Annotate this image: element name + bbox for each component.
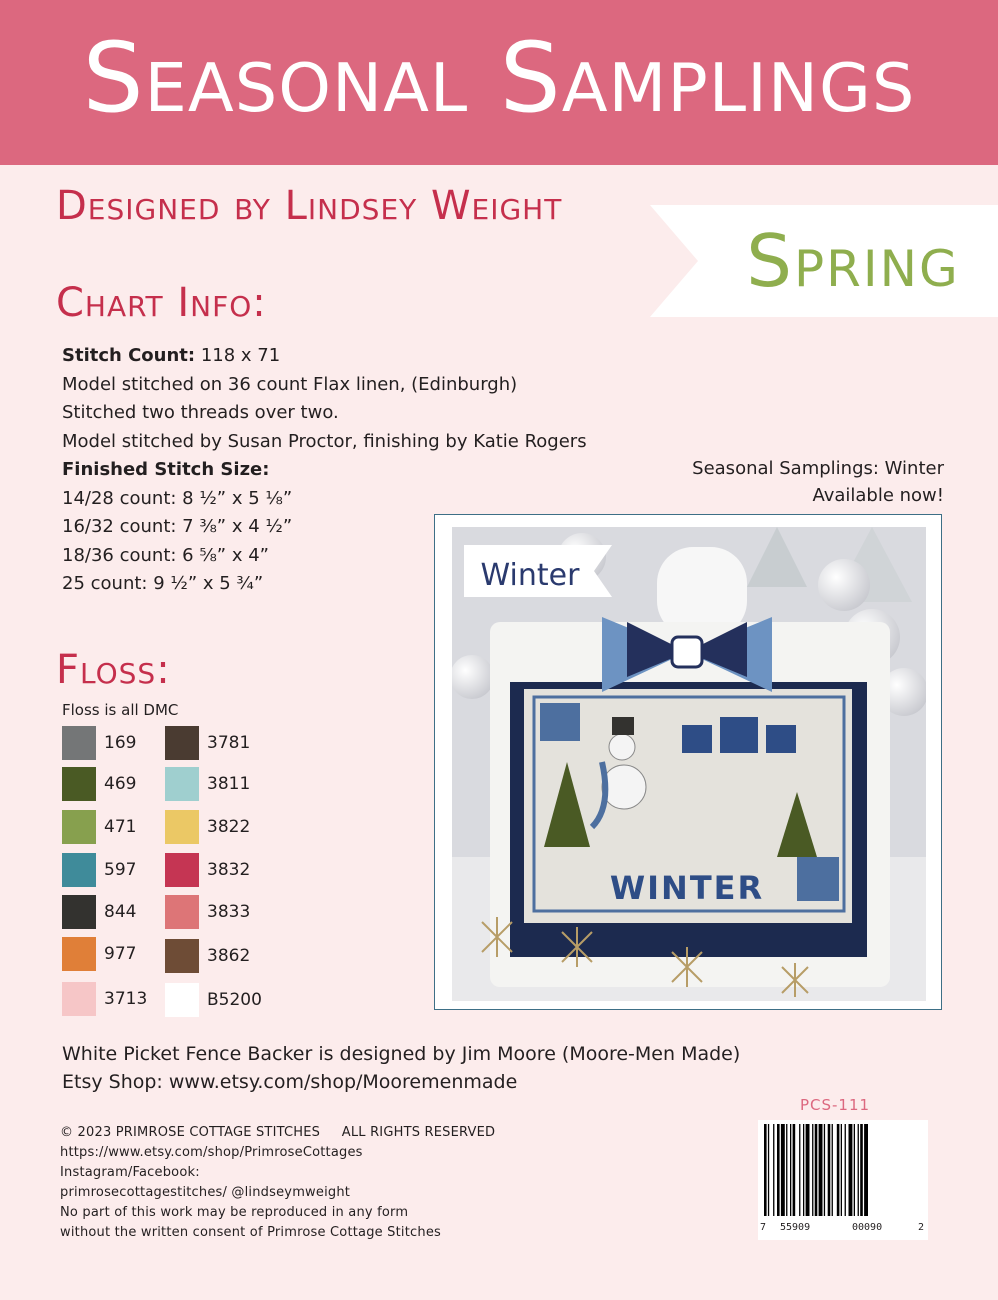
floss-swatch [165,983,199,1017]
barcode-bar [777,1124,780,1216]
social-label: Instagram/Facebook: [60,1165,200,1180]
promo-caption [640,455,944,509]
footer [60,1123,580,1243]
floss-item [62,810,136,844]
floss-code: 3811 [207,774,251,794]
winter-product-photo [452,527,926,1001]
size-line: 16/32 count: 7 ⅜” x 4 ½” [62,516,293,537]
barcode-bar [786,1124,787,1216]
floss-item [165,853,250,887]
floss-swatch [165,810,199,844]
floss-note: Floss is all DMC [62,701,179,719]
floss-code: 3862 [207,946,251,966]
barcode-digit: 2 [918,1222,925,1233]
floss-item [165,939,250,973]
season-flag [650,205,998,317]
floss-code: B5200 [207,990,262,1010]
barcode-bar [824,1124,825,1216]
stitch-count-line [62,342,662,371]
floss-swatch [62,982,96,1016]
barcode-bar [841,1124,842,1216]
stitch-count-label: Stitch Count: [62,345,196,366]
floss-swatch [62,726,96,760]
shop-link[interactable]: https://www.etsy.com/shop/PrimroseCottages [60,1145,363,1160]
floss-swatch [165,939,199,973]
floss-code: 169 [104,733,137,753]
floss-code: 977 [104,944,137,964]
barcode-digit: 7 [760,1222,767,1233]
barcode-bar [815,1124,818,1216]
floss-heading: Floss: [56,647,171,693]
photo-flag-label: Winter [480,558,580,593]
barcode-bar [864,1124,868,1216]
barcode-bar [828,1124,831,1216]
floss-code: 597 [104,860,137,880]
barcode-bar [764,1124,767,1216]
floss-swatch [62,895,96,929]
barcode-bar [799,1124,800,1216]
promo-caption-title: Seasonal Samplings: Winter [692,458,944,479]
floss-code: 3833 [207,902,251,922]
floss-item [62,937,136,971]
size-line: 14/28 count: 8 ½” x 5 ⅛” [62,487,293,509]
threads-line: Stitched two threads over two. [62,402,339,423]
floss-code: 844 [104,902,137,922]
backer-designer-line: White Picket Fence Backer is designed by Jim Moore (Moore-Men Made) [62,1043,741,1065]
barcode-bar [845,1124,846,1216]
designer-credit: Designed by Lindsey Weight [56,183,563,229]
floss-swatch [62,810,96,844]
barcode-bar [803,1124,804,1216]
floss-swatch [165,726,199,760]
copyright-notice: without the written consent of Primrose Cottage Stitches [60,1225,442,1240]
chart-info-heading: Chart Info: [56,280,267,326]
floss-swatch [62,767,96,801]
floss-swatch [165,853,199,887]
floss-swatch [62,853,96,887]
fabric-line: Model stitched on 36 count Flax linen, (Edinburgh) [62,373,518,395]
barcode-bar [793,1124,796,1216]
photo-stitched-word: WINTER [609,869,765,907]
backer-credit [62,1040,862,1096]
barcode-digit: 00090 [852,1222,883,1233]
backer-shop-line: Etsy Shop: www.etsy.com/shop/Mooremenmade [62,1071,518,1093]
barcode-bar [773,1124,774,1216]
photo-illustration [452,527,926,1001]
stitch-count-value: 118 x 71 [195,345,281,366]
floss-code: 3713 [104,989,148,1009]
barcode-bar [854,1124,855,1216]
floss-item [62,982,147,1016]
floss-item [62,726,136,760]
finished-size-label: Finished Stitch Size: [62,459,270,480]
barcode-bar [790,1124,791,1216]
promo-caption-availability: Available now! [812,485,944,506]
floss-item [165,895,250,929]
floss-code: 3832 [207,860,251,880]
floss-code: 471 [104,817,137,837]
floss-swatch [165,767,199,801]
barcode-bar [849,1124,853,1216]
title-banner [0,0,998,165]
product-code: PCS-111 [799,1096,871,1114]
barcode-digit: 55909 [780,1222,811,1233]
barcode-bar [832,1124,833,1216]
barcode-bar [858,1124,859,1216]
floss-item [62,853,136,887]
barcode-bar [781,1124,785,1216]
size-line: 25 count: 9 ½” x 5 ¾” [62,573,264,594]
barcode-digits [758,1218,928,1238]
copyright-notice: No part of this work may be reproduced in any form [60,1205,409,1220]
social-handles: primrosecottagestitches/ @lindseymweight [60,1185,351,1200]
stitcher-line: Model stitched by Susan Proctor, finishing by Katie Rogers [62,430,587,452]
size-line: 18/36 count: 6 ⅝” x 4” [62,544,269,566]
floss-code: 3822 [207,817,251,837]
barcode [758,1120,928,1240]
barcode-bar [819,1124,823,1216]
barcode-bar [768,1124,769,1216]
floss-code: 469 [104,774,137,794]
floss-item [62,767,136,801]
page-title: Seasonal Samplings [82,22,916,134]
floss-item [165,810,250,844]
floss-swatch [62,937,96,971]
season-label: Spring [746,219,960,303]
barcode-bar [837,1124,840,1216]
barcode-bar [806,1124,810,1216]
floss-code: 3781 [207,733,251,753]
floss-item [62,895,136,929]
floss-item [165,726,250,760]
copyright: © 2023 PRIMROSE COTTAGE STITCHES ALL RIGHTS RESERVED [60,1125,496,1140]
barcode-bar [860,1124,863,1216]
barcode-bars [758,1120,928,1220]
barcode-bar [812,1124,813,1216]
floss-swatch [165,895,199,929]
floss-item [165,767,250,801]
floss-item [165,983,262,1017]
